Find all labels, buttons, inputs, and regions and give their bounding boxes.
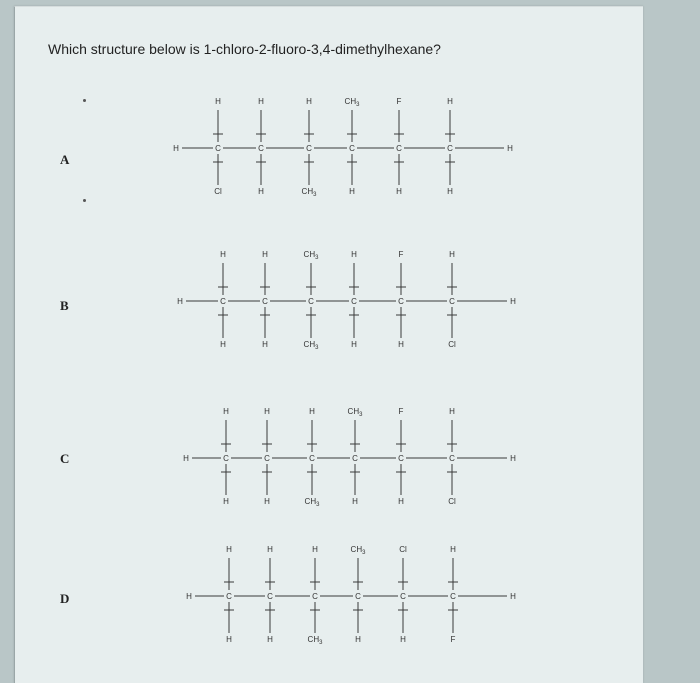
- top-substituent: F: [396, 97, 402, 106]
- carbon-atom: C: [355, 592, 361, 601]
- bottom-substituent: Cl: [448, 497, 456, 506]
- option-a-label: A: [60, 152, 70, 167]
- top-substituent: $CH_3$: [344, 97, 360, 108]
- bottom-substituent: $CH_3$: [307, 635, 323, 646]
- top-substituent: $CH_3$: [350, 545, 366, 556]
- structure-a: [0, 92, 700, 202]
- bottom-substituent: H: [220, 340, 226, 349]
- bottom-substituent: H: [349, 187, 355, 196]
- carbon-atom: C: [449, 297, 455, 306]
- bottom-substituent: H: [262, 340, 268, 349]
- question-text: Which structure below is 1-chloro-2-fluoro-3,4-dimethylhexane?: [48, 41, 441, 57]
- top-substituent: H: [223, 407, 229, 416]
- bottom-substituent: H: [400, 635, 406, 644]
- bottom-substituent: H: [355, 635, 361, 644]
- bottom-substituent: H: [352, 497, 358, 506]
- carbon-atom: C: [396, 144, 402, 153]
- top-substituent: H: [309, 407, 315, 416]
- bottom-substituent: H: [264, 497, 270, 506]
- bottom-substituent: H: [398, 497, 404, 506]
- top-substituent: H: [262, 250, 268, 259]
- bottom-substituent: $CH_3$: [303, 340, 319, 351]
- terminal-h-left: H: [186, 592, 192, 601]
- top-substituent: F: [398, 407, 404, 416]
- top-substituent: H: [215, 97, 221, 106]
- structure-c: [0, 398, 700, 508]
- top-substituent: H: [312, 545, 318, 554]
- option-d-label: D: [60, 591, 70, 606]
- carbon-atom: C: [226, 592, 232, 601]
- top-substituent: H: [449, 250, 455, 259]
- bottom-substituent: $CH_3$: [301, 187, 317, 198]
- carbon-atom: C: [220, 297, 226, 306]
- bottom-substituent: H: [447, 187, 453, 196]
- top-substituent: H: [450, 545, 456, 554]
- carbon-atom: C: [215, 144, 221, 153]
- carbon-atom: C: [312, 592, 318, 601]
- terminal-h-right: H: [507, 144, 513, 153]
- top-substituent: H: [449, 407, 455, 416]
- structure-d: [0, 538, 700, 648]
- bottom-substituent: H: [267, 635, 273, 644]
- bottom-substituent: $CH_3$: [304, 497, 320, 508]
- bottom-substituent: Cl: [448, 340, 456, 349]
- bottom-substituent: H: [223, 497, 229, 506]
- terminal-h-right: H: [510, 297, 516, 306]
- top-substituent: H: [267, 545, 273, 554]
- top-substituent: $CH_3$: [347, 407, 363, 418]
- carbon-atom: C: [309, 454, 315, 463]
- carbon-atom: C: [351, 297, 357, 306]
- carbon-atom: C: [308, 297, 314, 306]
- carbon-atom: C: [450, 592, 456, 601]
- bottom-substituent: H: [226, 635, 232, 644]
- carbon-atom: C: [447, 144, 453, 153]
- carbon-atom: C: [400, 592, 406, 601]
- carbon-atom: C: [267, 592, 273, 601]
- option-b-label: B: [60, 298, 69, 313]
- terminal-h-right: H: [510, 454, 516, 463]
- carbon-atom: C: [398, 297, 404, 306]
- carbon-atom: C: [223, 454, 229, 463]
- carbon-atom: C: [352, 454, 358, 463]
- carbon-atom: C: [449, 454, 455, 463]
- bottom-substituent: H: [398, 340, 404, 349]
- carbon-atom: C: [258, 144, 264, 153]
- structure-b: [0, 243, 700, 353]
- top-substituent: F: [398, 250, 404, 259]
- top-substituent: H: [220, 250, 226, 259]
- top-substituent: Cl: [399, 545, 407, 554]
- bottom-substituent: H: [396, 187, 402, 196]
- terminal-h-left: H: [183, 454, 189, 463]
- bottom-substituent: F: [450, 635, 456, 644]
- option-c-label: C: [60, 451, 70, 466]
- carbon-atom: C: [398, 454, 404, 463]
- carbon-atom: C: [262, 297, 268, 306]
- top-substituent: H: [447, 97, 453, 106]
- top-substituent: H: [351, 250, 357, 259]
- bottom-substituent: H: [258, 187, 264, 196]
- bottom-substituent: Cl: [214, 187, 222, 196]
- top-substituent: H: [264, 407, 270, 416]
- carbon-atom: C: [264, 454, 270, 463]
- terminal-h-left: H: [173, 144, 179, 153]
- carbon-atom: C: [349, 144, 355, 153]
- carbon-atom: C: [306, 144, 312, 153]
- bottom-substituent: H: [351, 340, 357, 349]
- top-substituent: H: [258, 97, 264, 106]
- top-substituent: $CH_3$: [303, 250, 319, 261]
- terminal-h-right: H: [510, 592, 516, 601]
- top-substituent: H: [226, 545, 232, 554]
- top-substituent: H: [306, 97, 312, 106]
- terminal-h-left: H: [177, 297, 183, 306]
